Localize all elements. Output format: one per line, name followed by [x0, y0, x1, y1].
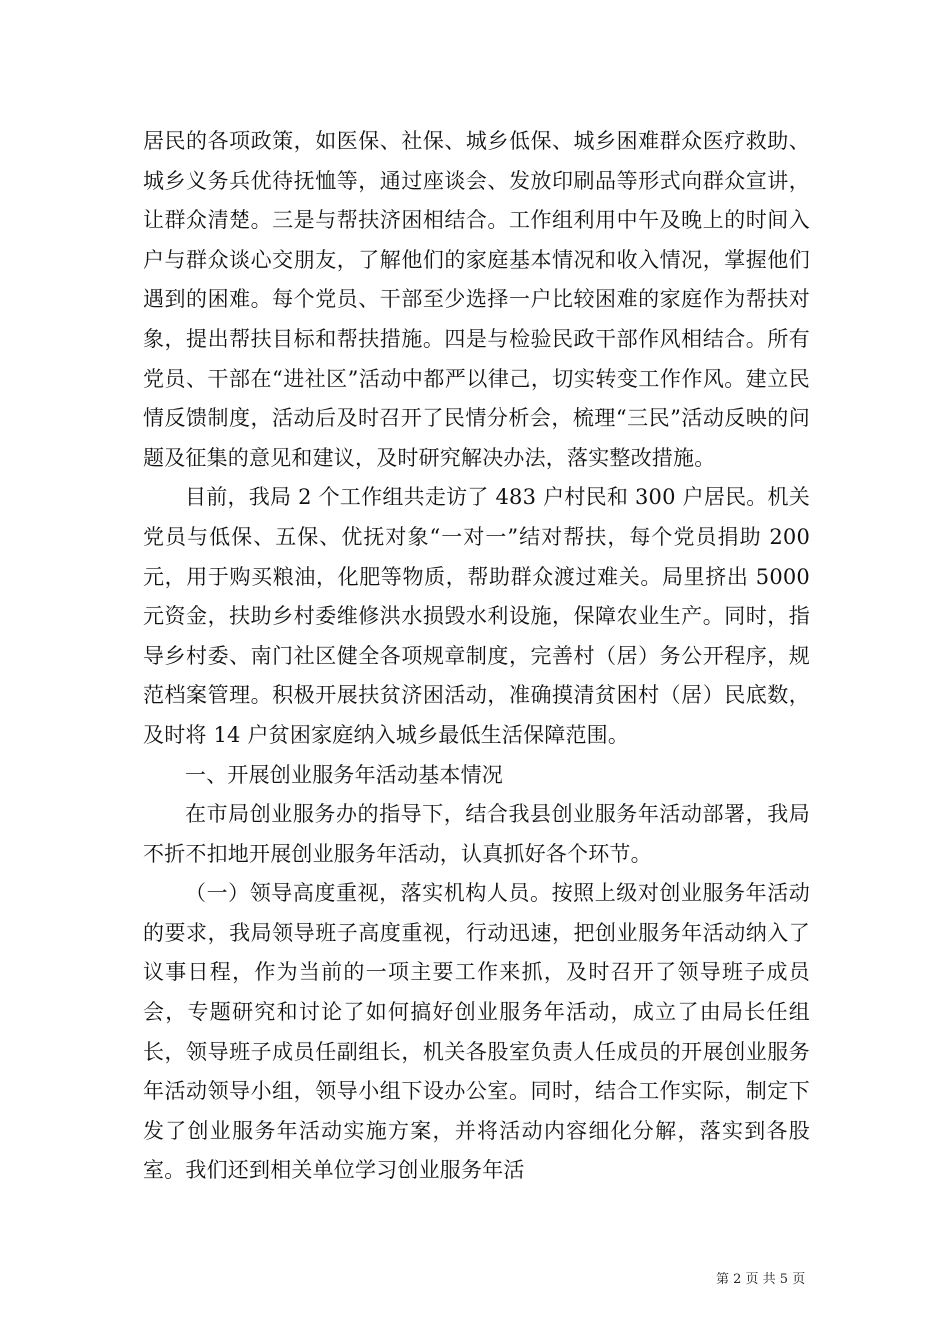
paragraph-continuation: 居民的各项政策，如医保、社保、城乡低保、城乡困难群众医疗救助、城乡义务兵优待抚恤等，通过座谈会、发放印刷品等形式向群众宣讲，让群众清楚。三是与帮扶济困相结合。工作组利用中午及晚上的时间入户与群众谈心交朋友，了解他们的家庭基本情况和收入情况，掌握他们遇到的困难。每个党员、干部至少选择一户比较困难的家庭作为帮扶对象，提出帮扶目标和帮扶措施。四是与检验民政干部作风相结合。所有党员、干部在“进社区”活动中都严以律己，切实转变工作作风。建立民情反馈制度，活动后及时召开了民情分析会，梳理“三民”活动反映的问题及征集的意见和建议，及时研究解决办法，落实整改措施。	[143, 129, 810, 470]
paragraph-intro: 在市局创业服务办的指导下，结合我县创业服务年活动部署，我局不折不扣地开展创业服务年活动，认真抓好各个环节。	[143, 802, 810, 866]
document-body	[143, 122, 810, 1191]
page-number-footer: 第 2 页 共 5 页	[716, 1272, 806, 1287]
paragraph-results: 目前，我局 2 个工作组共走访了 483 户村民和 300 户居民。机关党员与低保、五保、优抚对象“一对一”结对帮扶，每个党员捐助 200 元，用于购买粮油，化肥等物质，帮助群众渡过难关。局里挤出 5000 元资金，扶助乡村委维修洪水损毁水利设施，保障农业生产。同时，指导乡村委、南门社区健全各项规章制度，完善村（居）务公开程序，规范档案管理。积极开展扶贫济困活动，准确摸清贫困村（居）民底数，及时将 14 户贫困家庭纳入城乡最低生活保障范围。	[143, 485, 810, 747]
section-heading: 一、开展创业服务年活动基本情况	[185, 762, 503, 787]
paragraph-leadership: （一）领导高度重视，落实机构人员。按照上级对创业服务年活动的要求，我局领导班子高度重视，行动迅速，把创业服务年活动纳入了议事日程，作为当前的一项主要工作来抓，及时召开了领导班子成员会，专题研究和讨论了如何搞好创业服务年活动，成立了由局长任组长，领导班子成员任副组长，机关各股室负责人任成员的开展创业服务年活动领导小组，领导小组下设办公室。同时，结合工作实际，制定下发了创业服务年活动实施方案，并将活动内容细化分解，落实到各股室。我们还到相关单位学习创业服务年活	[143, 881, 810, 1183]
